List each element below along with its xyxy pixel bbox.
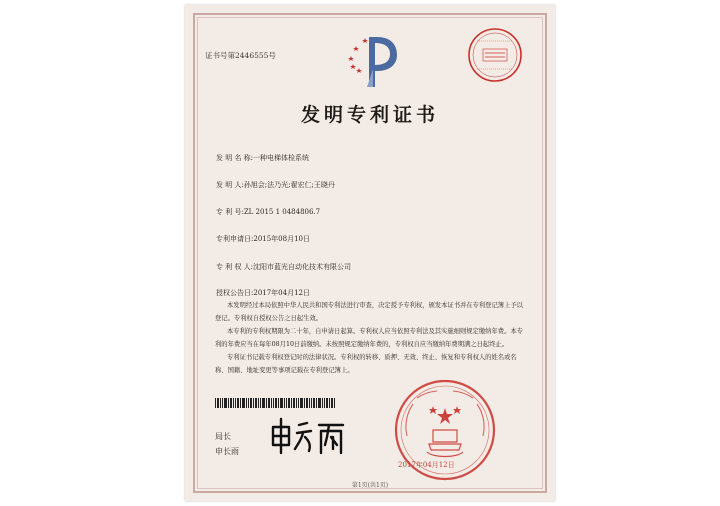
company-stamp — [465, 25, 525, 85]
field-label: 专 利 权 人: — [216, 263, 254, 271]
certificate-number: 证书号第2446555号 — [205, 51, 276, 60]
field-value: 孙旭会;法乃光;翟宏仁;王晓丹 — [243, 181, 335, 189]
field-label: 专利申请日: — [216, 235, 254, 243]
page-marker: 第1页(共1页) — [351, 482, 389, 489]
field-value: 2015年08月10日 — [253, 235, 310, 243]
field-label: 授权公告日: — [216, 289, 254, 297]
official-title: 局长 — [215, 432, 231, 441]
official-name: 申长雨 — [215, 447, 239, 456]
seal-date: 2017年04月12日 — [398, 461, 455, 469]
field-patent-number — [216, 207, 320, 217]
cnipa-logo — [343, 29, 401, 91]
body-paragraph: 专利证书记载专利权登记时的法律状况。专利权的转移、质押、无效、终止、恢复和专利权人的姓名或名称、国籍、地址变更等事项记载在专利登记簿上。 — [215, 354, 517, 374]
certificate-body — [215, 299, 527, 377]
field-value: ZL 2015 1 0484806.7 — [243, 208, 321, 216]
official-block — [215, 429, 239, 459]
body-paragraph: 本发明经过本局依照中华人民共和国专利法进行审查，决定授予专利权，颁发本证书并在专利登记簿上予以登记。专利权自授权公告之日起生效。 — [215, 302, 523, 322]
handwritten-signature — [267, 415, 347, 457]
patent-certificate — [185, 5, 555, 501]
field-grant-date — [216, 288, 310, 298]
field-label: 发 明 名 称: — [216, 154, 254, 162]
field-label: 专 利 号: — [216, 208, 244, 216]
field-value: 一种电梯体检系统 — [253, 154, 310, 162]
barcode — [215, 398, 335, 408]
field-filing-date — [216, 234, 310, 244]
certificate-title: 发明专利证书 — [300, 104, 439, 126]
field-value: 2017年04月12日 — [253, 289, 310, 297]
field-inventors — [216, 180, 335, 190]
field-invention-name — [216, 153, 309, 163]
field-value: 沈阳市蓝光自动化技术有限公司 — [253, 263, 352, 271]
field-patentee — [216, 262, 351, 272]
body-paragraph: 本专利的专利权期限为二十年，自申请日起算。专利权人应当依照专利法及其实施细则规定缴纳年费。本专利的年费应当在每年08月10日前缴纳。未按照规定缴纳年费的，专利权自应当缴纳年费期满之日起终止。 — [215, 328, 523, 348]
field-label: 发 明 人: — [216, 181, 244, 189]
